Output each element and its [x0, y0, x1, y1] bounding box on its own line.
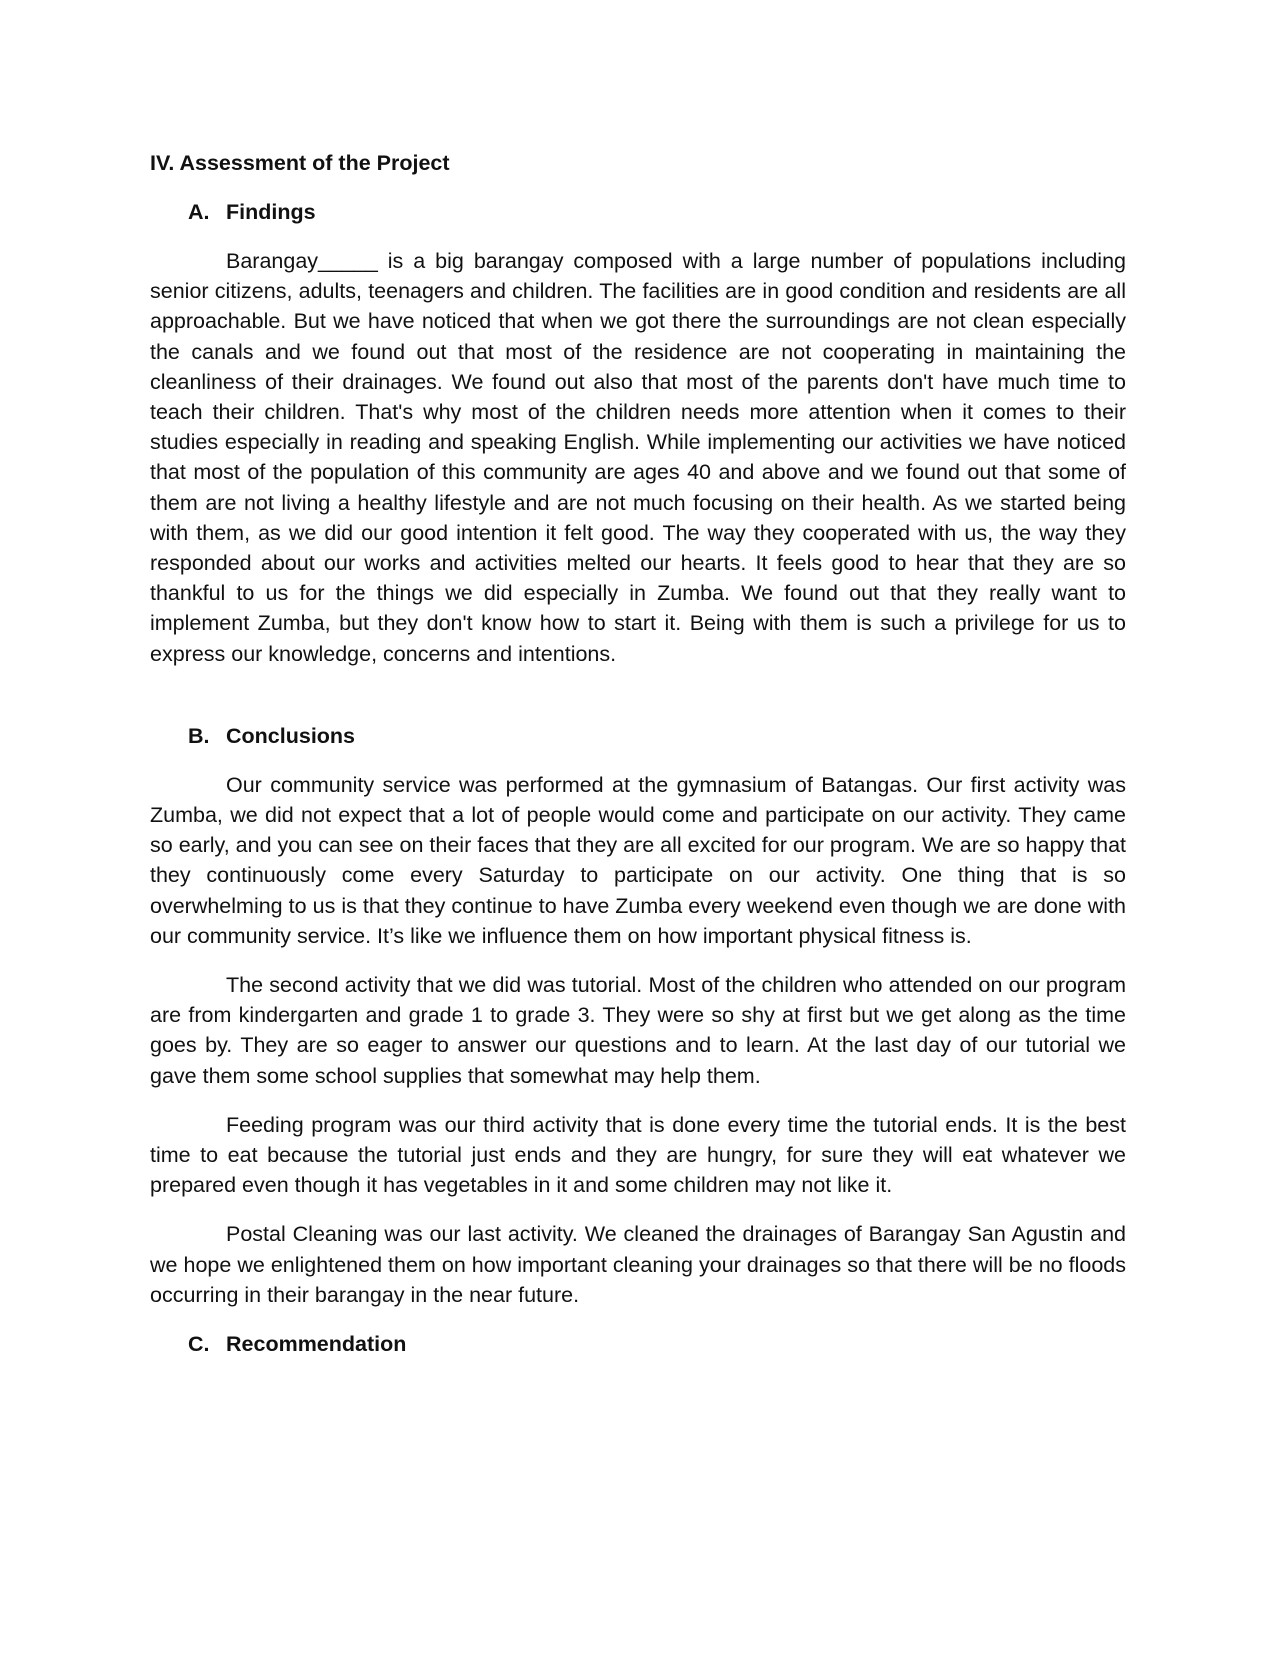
conclusions-heading	[188, 721, 1126, 751]
conclusions-paragraph-zumba: Our community service was performed at the gymnasium of Batangas. Our first activity was Zumba, we did not expect that a lot of people would come and participate on our activity. They came so early, and you can see on their faces that they are all excited for our program. We are so happy that they continuously come every Saturday to participate on our activity. One thing that is so overwhelming to us is that they continue to have Zumba every weekend even though we are done with our community service. It’s like we influence them on how important physical fitness is.	[150, 772, 1126, 948]
findings-letter: A.	[188, 200, 210, 224]
recommendation-letter: C.	[188, 1332, 210, 1357]
conclusions-paragraph-cleaning: Postal Cleaning was our last activity. We cleaned the drainages of Barangay San Agustin and we hope we enlightened them on how important cleaning your drainages so that there will be no floods occurring in their barangay in the near future.	[150, 1222, 1126, 1307]
recommendation-heading-text: Recommendation	[226, 1332, 407, 1357]
conclusions-paragraph-tutorial: The second activity that we did was tutorial. Most of the children who attended on our program are from kindergarten and grade 1 to grade 3. They were so shy at first but we get along as the time goes by. They are so eager to answer our questions and to learn. At the last day of our tutorial we gave them some school supplies that somewhat may help them.	[150, 973, 1126, 1088]
findings-paragraph: Barangay_____ is a big barangay composed with a large number of populations including senior citizens, adults, teenagers and children. The facilities are in good condition and residents are all approachable. But we have noticed that when we got there the surroundings are not clean especially the canals and we found out that most of the residence are not cooperating in maintaining the cleanliness of their drainages. We found out also that most of the parents don't have much time to teach their children. That's why most of the children needs more attention when it comes to their studies especially in reading and speaking English. While implementing our activities we have noticed that most of the population of this community are ages 40 and above and we found out that some of them are not living a healthy lifestyle and are not much focusing on their health. As we started being with them, as we did our good intention it felt good. The way they cooperated with us, the way they responded about our works and activities melted our hearts. It feels good to hear that they are so thankful to us for the things we did especially in Zumba. We found out that they really want to implement Zumba, but they don't know how to start it. Being with them is such a privilege for us to express our knowledge, concerns and intentions.	[150, 249, 1126, 666]
conclusions-letter: B.	[188, 723, 210, 748]
findings-heading-text: Findings	[226, 200, 316, 224]
conclusions-paragraph-feeding: Feeding program was our third activity that is done every time the tutorial ends. It is the best time to eat because the tutorial just ends and they are hungry, for sure they will eat whatever we prepared even though it has vegetables in it and some children may not like it.	[150, 1112, 1126, 1198]
document-page	[150, 148, 1126, 1378]
section-title: IV. Assessment of the Project	[150, 151, 450, 175]
findings-heading	[188, 197, 1126, 227]
conclusions-heading-text: Conclusions	[226, 723, 356, 748]
recommendation-heading	[188, 1329, 1126, 1359]
